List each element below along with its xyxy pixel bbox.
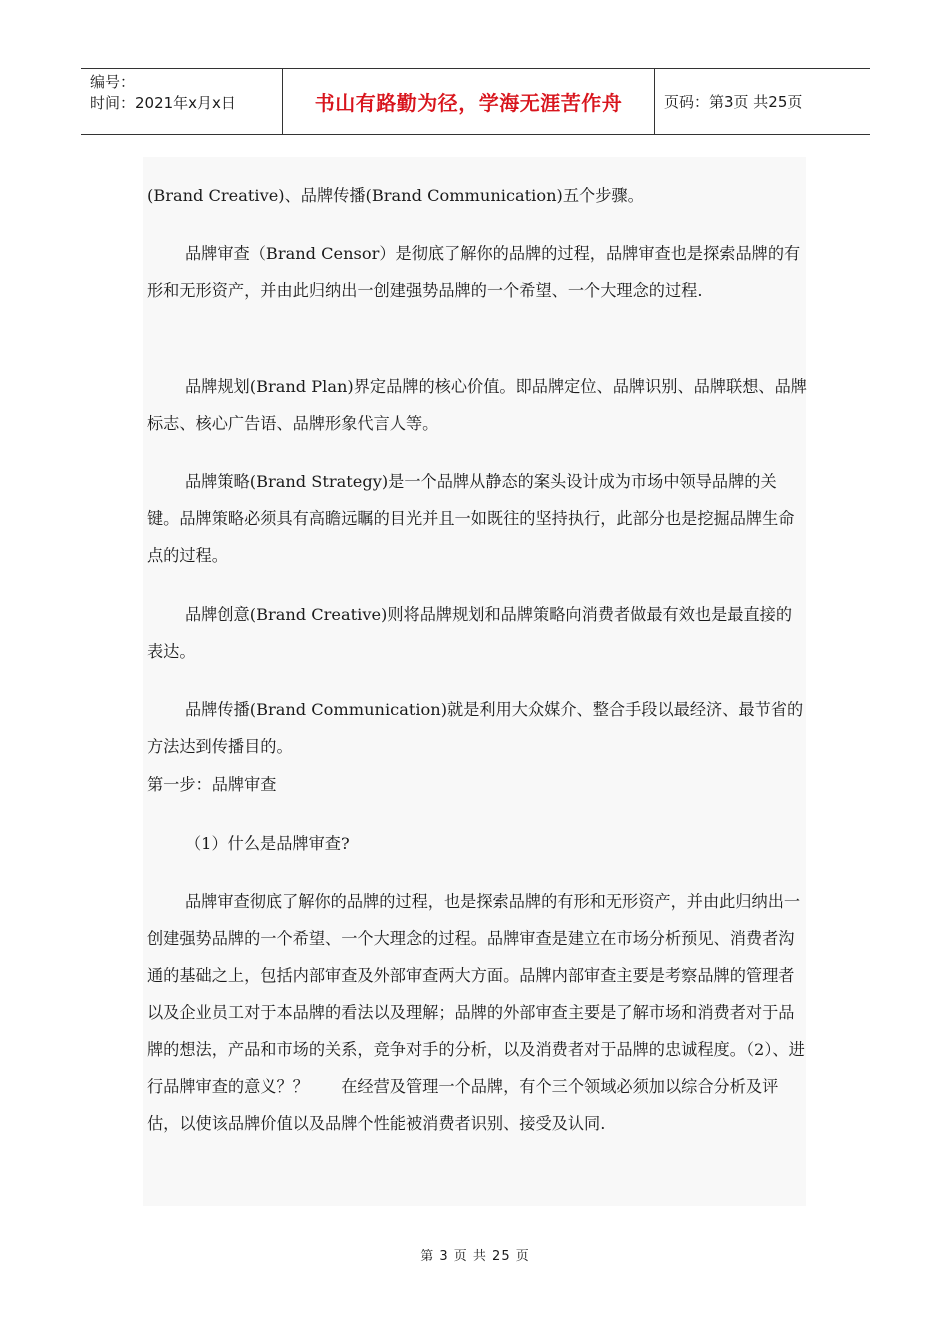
header-table: [81, 68, 870, 135]
header-page-info: 页码：第3页 共25页: [664, 93, 803, 111]
section-title-step-one: 第一步：品牌审查: [147, 775, 277, 794]
paragraph-brand-plan: 品牌规划(Brand Plan)界定品牌的核心价值。即品牌定位、品牌识别、品牌联想、品牌标志、核心广告语、品牌形象代言人等。: [147, 377, 807, 433]
header-slogan: 书山有路勤为径，学海无涯苦作舟: [282, 69, 655, 134]
document-body: [143, 157, 806, 1206]
question-what-is-brand-censor: （1）什么是品牌审查?: [185, 834, 350, 853]
document-number-label: 编号：: [90, 73, 136, 91]
paragraph-steps-intro: (Brand Creative)、品牌传播(Brand Communication)五个步骤。: [147, 186, 644, 205]
paragraph-brand-strategy: 品牌策略(Brand Strategy)是一个品牌从静态的案头设计成为市场中领导品牌的关键。品牌策略必须具有高瞻远瞩的目光并且一如既往的坚持执行，此部分也是挖掘品牌生命点的过程。: [147, 472, 795, 565]
document-time-label: 时间：2021年x月x日: [90, 94, 236, 112]
page-footer: 第 3 页 共 25 页: [420, 1249, 530, 1264]
paragraph-brand-censor: 品牌审查（Brand Censor）是彻底了解你的品牌的过程，品牌审查也是探索品牌的有形和无形资产，并由此归纳出一创建强势品牌的一个希望、一个大理念的过程.: [147, 244, 801, 300]
paragraph-brand-censor-detail: 品牌审查彻底了解你的品牌的过程，也是探索品牌的有形和无形资产，并由此归纳出一创建强势品牌的一个希望、一个大理念的过程。品牌审查是建立在市场分析预见、消费者沟通的基础之上，包括内部审查及外部审查两大方面。品牌内部审查主要是考察品牌的管理者以及企业员工对于本品牌的看法以及理解；品牌的外部审查主要是了解市场和消费者对于品牌的想法，产品和市场的关系，竞争对手的分析，以及消费者对于品牌的忠诚程度。（2）、进行品牌审查的意义？？ 在经营及管理一个品牌，有个三个领域必须加以综合分析及评估，以使该品牌价值以及品牌个性能被消费者识别、接受及认同.: [147, 892, 805, 1133]
header-left-cell: [81, 69, 282, 134]
paragraph-brand-creative: 品牌创意(Brand Creative)则将品牌规划和品牌策略向消费者做最有效也是最直接的表达。: [147, 605, 793, 661]
paragraph-brand-communication: 品牌传播(Brand Communication)就是利用大众媒介、整合手段以最经济、最节省的方法达到传播目的。: [147, 700, 804, 756]
